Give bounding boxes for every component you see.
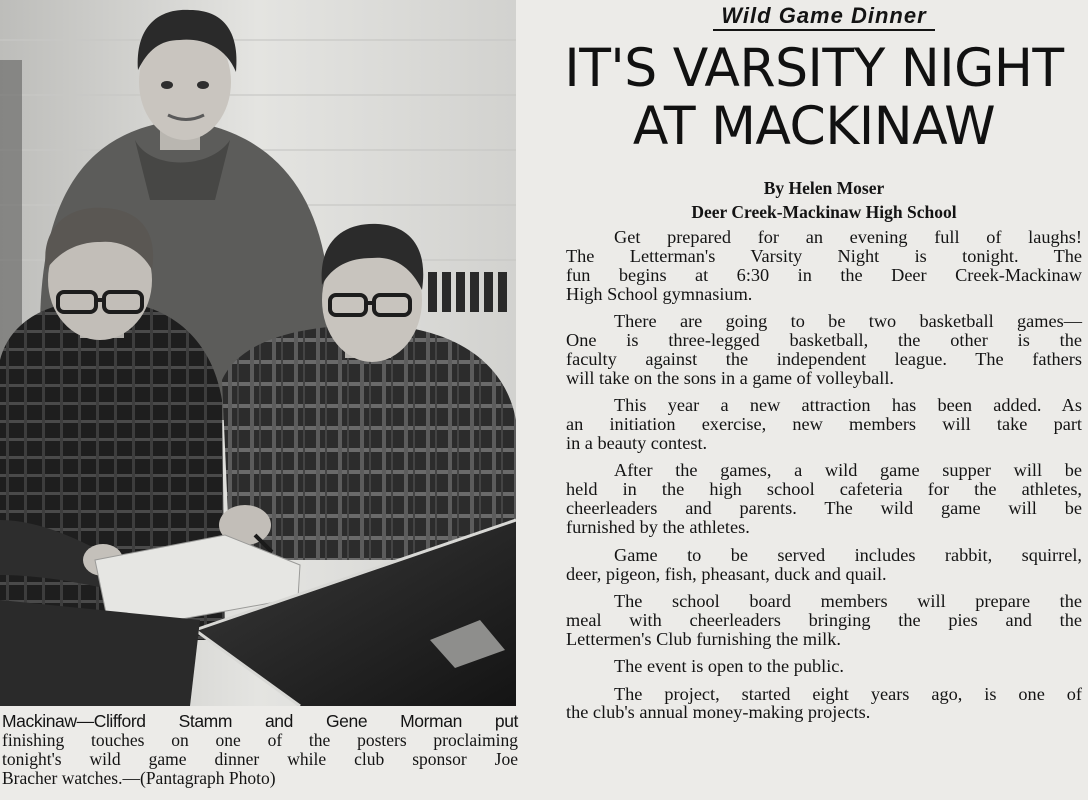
- kicker-text: Wild Game Dinner: [713, 3, 934, 31]
- article-paragraph: [566, 312, 1082, 388]
- article-line: One is three-legged basketball, the other is the: [566, 330, 1082, 351]
- article-paragraph: [566, 396, 1082, 453]
- byline-author: By Helen Moser: [763, 178, 885, 198]
- caption-line: finishing touches on one of the posters proclaiming: [2, 730, 518, 750]
- article-paragraph: [566, 592, 1082, 649]
- article-paragraph: [566, 228, 1082, 304]
- article-line: faculty against the independent league. The fathers: [566, 348, 1082, 369]
- headline-line: AT MACKINAW: [632, 96, 996, 157]
- caption-line: Bracher watches.—(Pantagraph Photo): [2, 768, 276, 788]
- headline: [545, 40, 1082, 156]
- article-line: The Letterman's Varsity Night is tonight. The: [566, 245, 1082, 266]
- article-line: in a beauty contest.: [566, 433, 708, 454]
- article-paragraph: [566, 546, 1082, 584]
- article-line: After the games, a wild game supper will be: [614, 460, 1082, 481]
- photo-caption: [2, 712, 518, 788]
- article-line: will take on the sons in a game of volleyball.: [566, 367, 894, 388]
- article-line: There are going to be two basketball games—: [614, 311, 1082, 332]
- article-paragraph: [566, 461, 1082, 537]
- article-line: High School gymnasium.: [566, 283, 753, 304]
- article-line: Lettermen's Club furnishing the milk.: [566, 628, 841, 649]
- article-line: cheerleaders and parents. The wild game will be: [566, 498, 1082, 519]
- article-line: deer, pigeon, fish, pheasant, duck and quail.: [566, 563, 887, 584]
- article-line: meal with cheerleaders bringing the pies and the: [566, 609, 1082, 630]
- article-line: Game to be served includes rabbit, squirrel,: [614, 544, 1082, 565]
- article-paragraph: [566, 685, 1082, 723]
- byline-school: Deer Creek-Mackinaw High School: [691, 202, 957, 222]
- article-paragraph: [566, 657, 1082, 676]
- article-line: furnished by the athletes.: [566, 517, 750, 538]
- article-line: The project, started eight years ago, is one of: [614, 683, 1082, 704]
- article-line: an initiation exercise, new members will take part: [566, 414, 1082, 435]
- article-line: held in the high school cafeteria for the athletes,: [566, 479, 1082, 500]
- article-body: [566, 228, 1082, 731]
- article-line: The school board members will prepare the: [614, 590, 1082, 611]
- news-photo: [0, 0, 516, 706]
- headline-line: IT'S VARSITY NIGHT: [564, 38, 1064, 99]
- byline: [566, 176, 1082, 224]
- caption-line: tonight's wild game dinner while club sponsor Joe: [2, 749, 518, 769]
- article-line: This year a new attraction has been added. As: [614, 395, 1082, 416]
- photo-illustration: [0, 0, 516, 706]
- kicker: [566, 2, 1082, 30]
- article-line: fun begins at 6:30 in the Deer Creek-Mackinaw: [566, 264, 1082, 285]
- article-line: The event is open to the public.: [614, 656, 844, 677]
- article-line: Get prepared for an evening full of laughs!: [614, 227, 1082, 247]
- article-line: the club's annual money-making projects.: [566, 702, 871, 723]
- caption-line: Mackinaw—Clifford Stamm and Gene Morman put: [2, 711, 518, 731]
